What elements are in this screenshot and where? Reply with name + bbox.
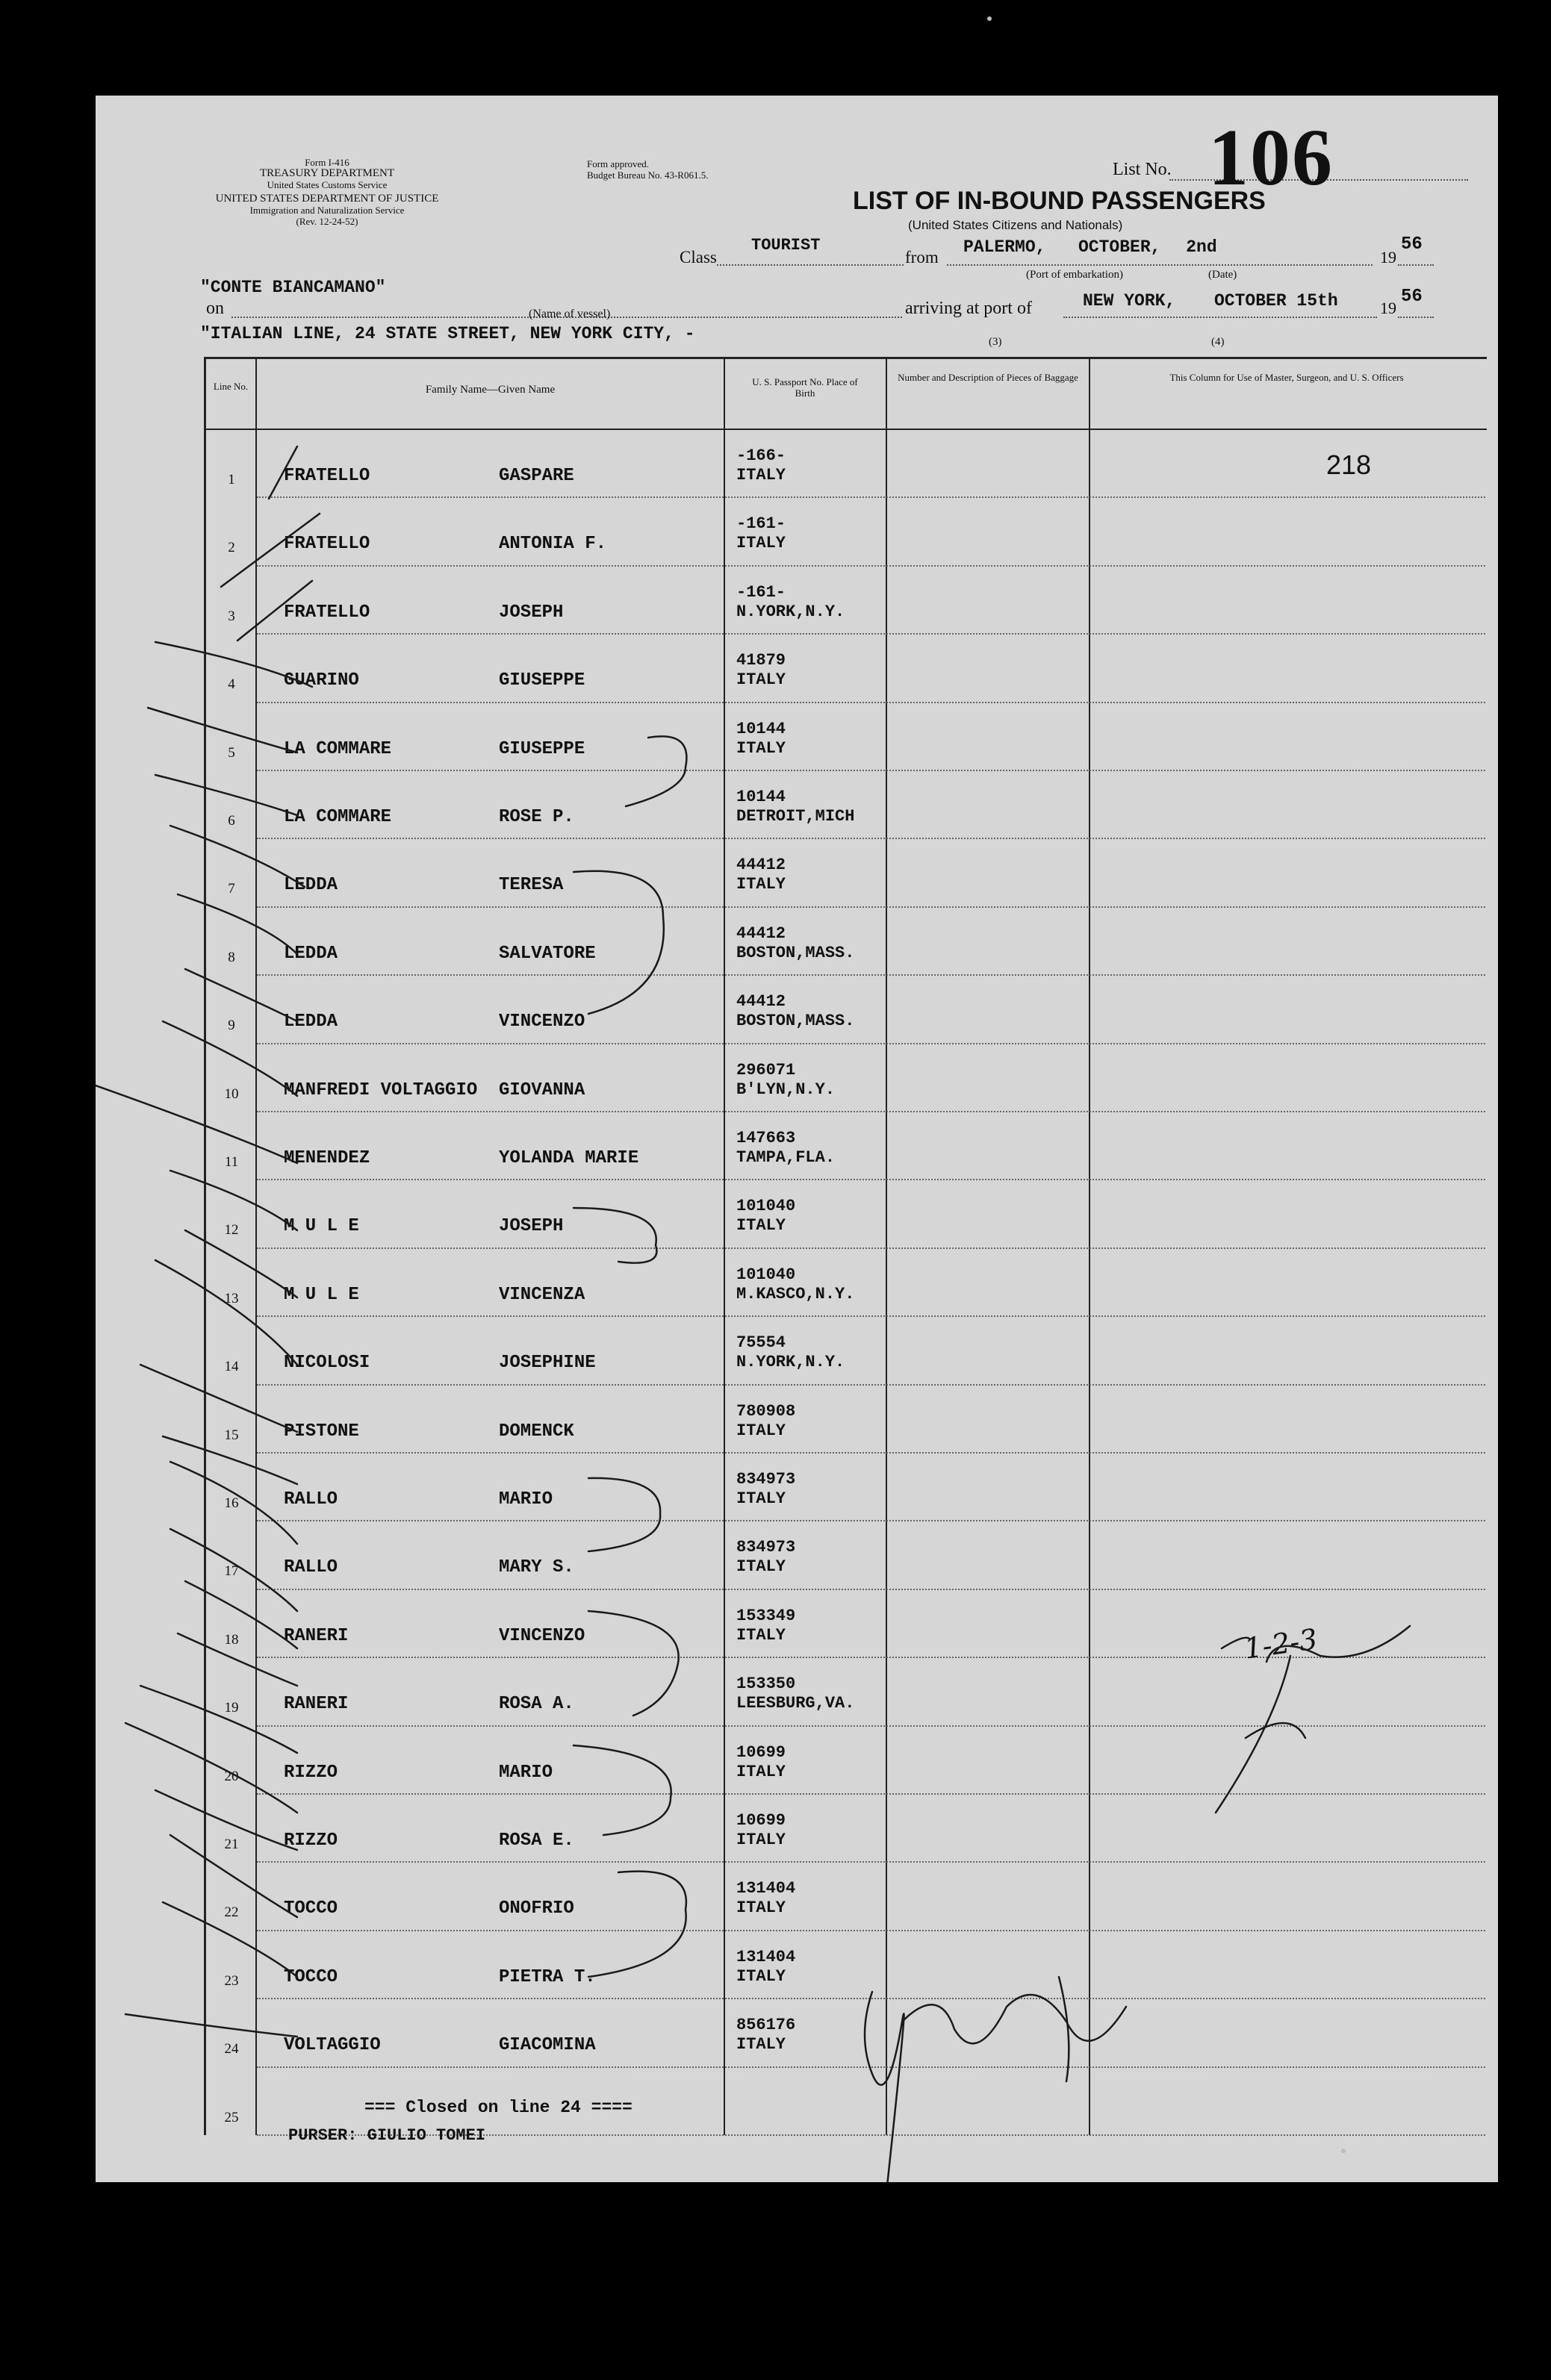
- col-name-header: Family Name—Given Name: [425, 384, 556, 396]
- year-prefix-2: 19: [1380, 299, 1396, 317]
- place-of-birth: N.YORK,N.Y.: [736, 602, 845, 621]
- check-mark: [178, 894, 297, 954]
- given-name: VINCENZO: [499, 1012, 585, 1032]
- check-mark: [170, 826, 305, 887]
- col-line-header: Line No.: [213, 381, 249, 392]
- given-name: JOSEPH: [499, 602, 564, 623]
- passport-number: 101040: [736, 1265, 796, 1284]
- passport-number: 834973: [736, 1470, 796, 1489]
- given-name: GIUSEPPE: [499, 739, 585, 759]
- check-mark: [163, 1021, 297, 1096]
- family-bracket: [588, 1478, 660, 1551]
- form-subtitle: (United States Citizens and Nationals): [908, 218, 1123, 232]
- line-address: "ITALIAN LINE, 24 STATE STREET, NEW YORK CITY, -: [200, 324, 695, 343]
- from-label: from: [905, 248, 939, 267]
- given-name: JOSEPH: [499, 1216, 564, 1236]
- line-number: 3: [228, 608, 235, 624]
- place-of-birth: ITALY: [736, 739, 786, 758]
- check-mark: [163, 1902, 297, 1977]
- place-of-birth: ITALY: [736, 670, 786, 689]
- family-name: GUARINO: [284, 670, 359, 691]
- family-name: MANFREDI VOLTAGGIO: [284, 1080, 478, 1100]
- family-name: LEDDA: [284, 1012, 338, 1032]
- check-mark: [148, 708, 297, 753]
- passport-number: 10699: [736, 1743, 786, 1762]
- treasury-dept: TREASURY DEPARTMENT: [259, 167, 395, 179]
- given-name: GASPARE: [499, 466, 574, 486]
- year-1: 56: [1401, 234, 1423, 255]
- line-number: 8: [228, 950, 235, 965]
- family-bracket: [574, 1208, 656, 1263]
- passenger-count: 218: [1326, 449, 1372, 480]
- vessel-name: "CONTE BIANCAMANO": [200, 278, 386, 297]
- on-label: on: [206, 299, 224, 318]
- family-bracket: [588, 1611, 679, 1716]
- check-mark: [170, 1171, 297, 1230]
- line-number: 1: [228, 472, 235, 487]
- given-name: GIACOMINA: [499, 2035, 596, 2055]
- budget-bureau: Budget Bureau No. 43-R061.5.: [587, 169, 709, 181]
- check-mark: [140, 1365, 297, 1432]
- given-name: TERESA: [499, 875, 564, 895]
- line-number: 14: [224, 1359, 239, 1374]
- family-name: FRATELLO: [284, 534, 370, 554]
- place-of-birth: ITALY: [736, 1216, 786, 1235]
- line-number: 21: [224, 1837, 239, 1852]
- place-of-birth: ITALY: [736, 534, 786, 552]
- pen-marks: [96, 96, 1498, 2182]
- check-mark: [163, 1436, 297, 1484]
- given-name: ANTONIA F.: [499, 534, 607, 554]
- given-name: VINCENZO: [499, 1626, 585, 1646]
- line-number: 15: [224, 1427, 239, 1443]
- given-name: VINCENZA: [499, 1285, 585, 1305]
- given-name: PIETRA T.: [499, 1967, 596, 1987]
- place-of-birth: ITALY: [736, 1489, 786, 1508]
- place-of-birth: ITALY: [736, 1421, 786, 1440]
- given-name: GIUSEPPE: [499, 670, 585, 691]
- line-number: 17: [224, 1563, 239, 1579]
- line-number: 22: [224, 1904, 239, 1920]
- date-caption: (Date): [1208, 269, 1237, 281]
- caption-3: (3): [989, 336, 1002, 348]
- check-mark: [170, 1835, 297, 1917]
- arriving-label: arriving at port of: [905, 299, 1032, 318]
- passport-number: 856176: [736, 2016, 796, 2034]
- family-name: NICOLOSI: [284, 1353, 370, 1373]
- class-label: Class: [680, 248, 717, 267]
- check-mark: [170, 1529, 297, 1611]
- closing-note: === Closed on line 24 ====: [364, 2098, 632, 2117]
- family-bracket: [588, 1872, 686, 1977]
- passport-number: 41879: [736, 651, 786, 670]
- line-number: 24: [224, 2041, 239, 2057]
- given-name: GIOVANNA: [499, 1080, 585, 1100]
- vessel-caption: (Name of vessel): [529, 308, 611, 320]
- passport-number: 101040: [736, 1197, 796, 1215]
- line-number: 19: [224, 1700, 239, 1716]
- family-name: TOCCO: [284, 1967, 338, 1987]
- check-mark: [155, 1260, 297, 1365]
- place-of-birth: B'LYN,N.Y.: [736, 1080, 836, 1099]
- passport-number: 780908: [736, 1402, 796, 1421]
- place-of-birth: ITALY: [736, 1557, 786, 1576]
- handwritten-note: 1-2-3: [1242, 1622, 1320, 1666]
- passport-number: 834973: [736, 1538, 796, 1557]
- check-mark: [140, 1686, 297, 1753]
- year-prefix-1: 19: [1380, 248, 1396, 267]
- check-mark: [237, 581, 312, 641]
- passport-number: 44412: [736, 992, 786, 1011]
- given-name: MARY S.: [499, 1557, 574, 1577]
- passport-number: 131404: [736, 1948, 796, 1966]
- scan-speck: [987, 16, 992, 21]
- place-of-birth: LEESBURG,VA.: [736, 1694, 855, 1713]
- check-mark: [185, 1581, 297, 1648]
- check-mark: [125, 2014, 297, 2037]
- family-name: M U L E: [284, 1216, 359, 1236]
- passport-number: 10699: [736, 1811, 786, 1830]
- place-of-birth: DETROIT,MICH: [736, 807, 855, 826]
- given-name: MARIO: [499, 1489, 553, 1510]
- family-name: RIZZO: [284, 1763, 338, 1783]
- line-number: 9: [228, 1018, 235, 1033]
- family-name: LEDDA: [284, 944, 338, 964]
- line-number: 25: [224, 2110, 239, 2125]
- officer-initials: [1216, 1626, 1410, 1813]
- place-of-birth: ITALY: [736, 1898, 786, 1917]
- line-number: 13: [224, 1291, 239, 1306]
- passport-number: 44412: [736, 856, 786, 874]
- given-name: MARIO: [499, 1763, 553, 1783]
- given-name: ROSA E.: [499, 1831, 574, 1851]
- family-name: M U L E: [284, 1285, 359, 1305]
- manifest-page: [96, 96, 1498, 2182]
- family-name: RANERI: [284, 1694, 349, 1714]
- line-number: 2: [228, 540, 235, 555]
- customs-service: United States Customs Service: [267, 179, 388, 190]
- arrival-port: NEW YORK,: [1083, 291, 1176, 311]
- col-passport-header: U. S. Passport No. Place of Birth: [752, 376, 858, 399]
- place-of-birth: ITALY: [736, 1967, 786, 1986]
- embark-date: OCTOBER, 2nd: [1078, 237, 1217, 257]
- passport-number: 153350: [736, 1675, 796, 1693]
- embark-port: PALERMO,: [963, 237, 1046, 257]
- year-2: 56: [1401, 287, 1423, 307]
- line-number: 23: [224, 1973, 239, 1989]
- passport-number: -161-: [736, 583, 786, 602]
- line-number: 10: [224, 1086, 239, 1102]
- list-number: 106: [1208, 113, 1334, 202]
- given-name: ONOFRIO: [499, 1898, 574, 1919]
- family-name: VOLTAGGIO: [284, 2035, 381, 2055]
- purser-signature: [865, 1977, 1126, 2182]
- check-mark: [221, 514, 320, 587]
- form-revision: (Rev. 12-24-52): [296, 216, 358, 227]
- passport-number: -161-: [736, 514, 786, 533]
- purser-line: PURSER: GIULIO TOMEI: [288, 2126, 486, 2145]
- family-bracket: [626, 736, 686, 806]
- family-bracket: [574, 1745, 671, 1835]
- place-of-birth: ITALY: [736, 1831, 786, 1849]
- caption-4: (4): [1211, 336, 1225, 348]
- place-of-birth: ITALY: [736, 1763, 786, 1781]
- check-mark: [155, 642, 312, 687]
- family-bracket: [574, 871, 664, 1014]
- family-name: RALLO: [284, 1557, 338, 1577]
- family-name: FRATELLO: [284, 602, 370, 623]
- passport-number: 153349: [736, 1607, 796, 1625]
- family-name: RANERI: [284, 1626, 349, 1646]
- line-number: 6: [228, 813, 235, 829]
- given-name: SALVATORE: [499, 944, 596, 964]
- scan-speck: [1341, 2149, 1346, 2153]
- line-number: 5: [228, 745, 235, 761]
- place-of-birth: ITALY: [736, 2035, 786, 2054]
- check-mark: [178, 1633, 297, 1686]
- form-title: LIST OF IN-BOUND PASSENGERS: [853, 187, 1266, 215]
- family-name: MENENDEZ: [284, 1148, 370, 1168]
- family-name: PISTONE: [284, 1421, 359, 1442]
- family-name: RALLO: [284, 1489, 338, 1510]
- port-caption: (Port of embarkation): [1026, 269, 1123, 281]
- line-number: 20: [224, 1769, 239, 1784]
- class-value: TOURIST: [751, 236, 821, 255]
- col-officers-header: This Column for Use of Master, Surgeon, and U. S. Officers: [1169, 372, 1404, 383]
- col-baggage-header: Number and Description of Pieces of Baggage: [898, 372, 1078, 383]
- place-of-birth: BOSTON,MASS.: [736, 1012, 855, 1030]
- passport-number: -166-: [736, 446, 786, 465]
- family-name: FRATELLO: [284, 466, 370, 486]
- check-mark: [185, 969, 297, 1021]
- given-name: YOLANDA MARIE: [499, 1148, 639, 1168]
- place-of-birth: ITALY: [736, 1626, 786, 1645]
- place-of-birth: M.KASCO,N.Y.: [736, 1285, 855, 1303]
- check-mark: [125, 1723, 297, 1813]
- place-of-birth: ITALY: [736, 875, 786, 894]
- family-name: LA COMMARE: [284, 807, 392, 827]
- family-name: RIZZO: [284, 1831, 338, 1851]
- place-of-birth: BOSTON,MASS.: [736, 944, 855, 962]
- list-no-label: List No.: [1113, 160, 1172, 179]
- justice-dept: UNITED STATES DEPARTMENT OF JUSTICE: [215, 193, 439, 205]
- given-name: ROSA A.: [499, 1694, 574, 1714]
- check-mark: [269, 446, 297, 499]
- given-name: ROSE P.: [499, 807, 574, 827]
- place-of-birth: ITALY: [736, 466, 786, 485]
- passport-number: 75554: [736, 1333, 786, 1352]
- passport-number: 147663: [736, 1129, 796, 1147]
- line-number: 4: [228, 676, 235, 692]
- place-of-birth: TAMPA,FLA.: [736, 1148, 836, 1167]
- line-number: 12: [224, 1222, 239, 1238]
- check-mark: [96, 1085, 297, 1163]
- check-mark: [170, 1462, 297, 1544]
- form-approved: Form approved.: [587, 158, 650, 169]
- passport-number: 296071: [736, 1061, 796, 1080]
- place-of-birth: N.YORK,N.Y.: [736, 1353, 845, 1371]
- line-number: 16: [224, 1495, 239, 1511]
- passport-number: 10144: [736, 720, 786, 738]
- family-name: LEDDA: [284, 875, 338, 895]
- line-number: 7: [228, 881, 235, 897]
- arrival-date: OCTOBER 15th: [1214, 291, 1338, 311]
- passport-number: 44412: [736, 924, 786, 943]
- given-name: JOSEPHINE: [499, 1353, 596, 1373]
- given-name: DOMENCK: [499, 1421, 574, 1442]
- family-name: LA COMMARE: [284, 739, 392, 759]
- ins-service: Immigration and Naturalization Service: [249, 205, 405, 216]
- passport-number: 131404: [736, 1879, 796, 1898]
- line-number: 11: [224, 1154, 239, 1170]
- form-number: Form I-416: [305, 157, 349, 168]
- family-name: TOCCO: [284, 1898, 338, 1919]
- check-mark: [155, 775, 297, 815]
- line-number: 18: [224, 1632, 239, 1648]
- passport-number: 10144: [736, 788, 786, 806]
